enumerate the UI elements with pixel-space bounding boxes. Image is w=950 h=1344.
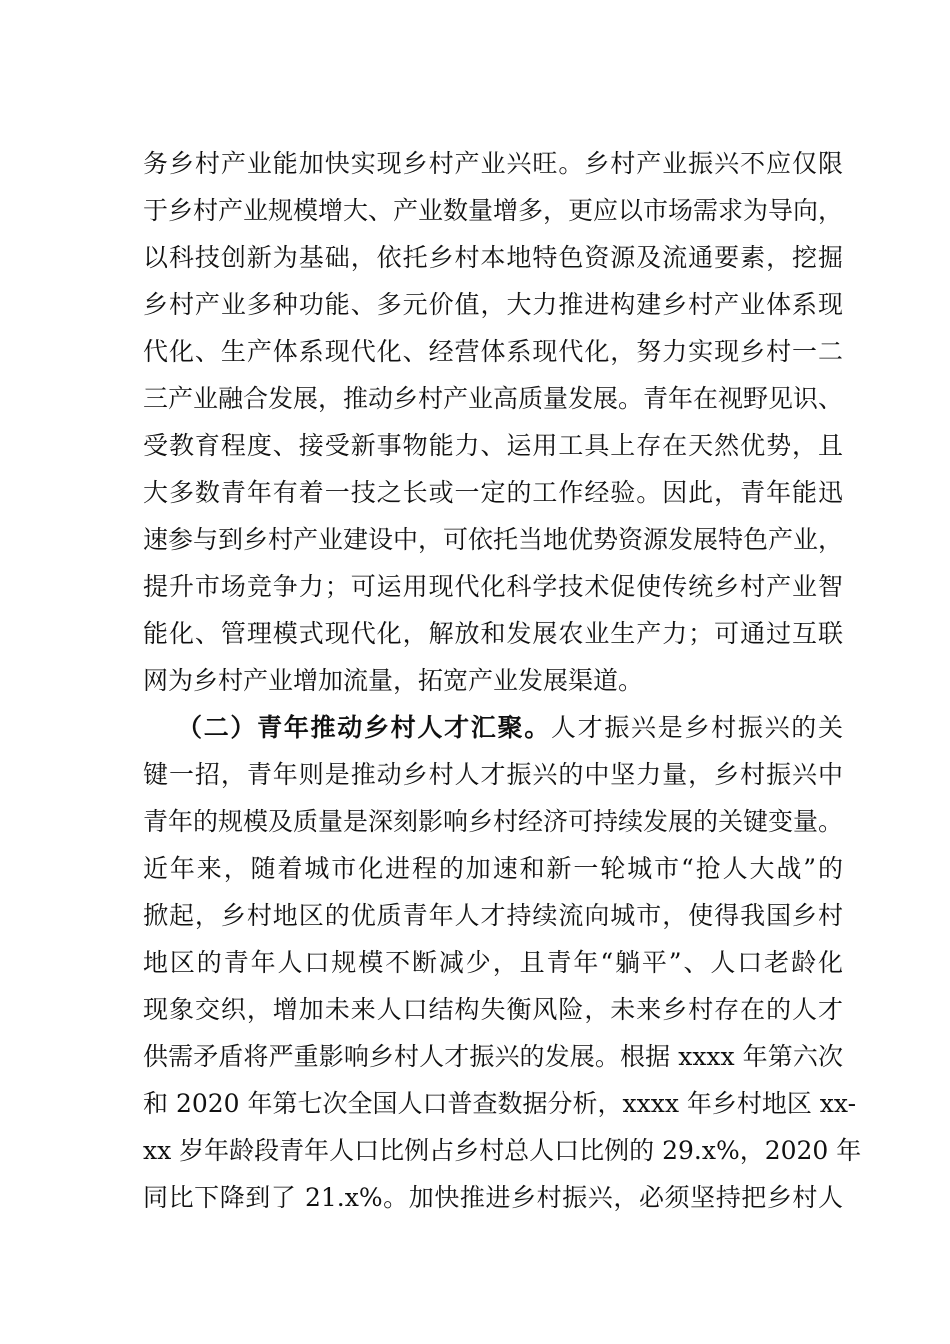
text-line: 同比下降到了 21.x%。加快推进乡村振兴，必须坚持把乡村人 — [143, 1183, 843, 1212]
text-line: 供需矛盾将严重影响乡村人才振兴的发展。根据 xxxx 年第六次 — [143, 1042, 843, 1071]
text-line: 乡村产业多种功能、多元价值，大力推进构建乡村产业体系现 — [143, 290, 843, 319]
text-line: 地区的青年人口规模不断减少，且青年“躺平”、人口老龄化 — [143, 948, 843, 977]
text-line: 能化、管理模式现代化，解放和发展农业生产力；可通过互联 — [143, 619, 843, 648]
text-line: 于乡村产业规模增大、产业数量增多，更应以市场需求为导向， — [143, 196, 844, 225]
text-line: 代化、生产体系现代化、经营体系现代化，努力实现乡村一二 — [143, 337, 843, 366]
text-line: 提升市场竞争力；可运用现代化科学技术促使传统乡村产业智 — [143, 572, 843, 601]
paragraph-industry — [143, 140, 843, 704]
text-line: 网为乡村产业增加流量，拓宽产业发展渠道。 — [143, 666, 644, 695]
text-line-first — [143, 704, 843, 751]
section-heading-continuation: 人才振兴是乡村振兴的关 — [550, 713, 843, 742]
text-line: 大多数青年有着一技之长或一定的工作经验。因此，青年能迅 — [143, 478, 843, 507]
text-line: 三产业融合发展，推动乡村产业高质量发展。青年在视野见识、 — [143, 384, 844, 413]
text-line: 现象交织，增加未来人口结构失衡风险，未来乡村存在的人才 — [143, 995, 843, 1024]
text-line: 键一招，青年则是推动乡村人才振兴的中坚力量，乡村振兴中 — [143, 760, 843, 789]
text-line: 务乡村产业能加快实现乡村产业兴旺。乡村产业振兴不应仅限 — [143, 149, 843, 178]
text-line: 受教育程度、接受新事物能力、运用工具上存在天然优势，且 — [143, 431, 843, 460]
text-line: 近年来，随着城市化进程的加速和新一轮城市“抢人大战”的 — [143, 854, 843, 883]
text-line: 掀起，乡村地区的优质青年人才持续流向城市，使得我国乡村 — [143, 901, 843, 930]
text-line: xx 岁年龄段青年人口比例占乡村总人口比例的 29.x%，2020 年 — [143, 1136, 862, 1165]
text-line: 和 2020 年第七次全国人口普查数据分析，xxxx 年乡村地区 xx- — [143, 1089, 857, 1118]
text-line: 速参与到乡村产业建设中，可依托当地优势资源发展特色产业， — [143, 525, 844, 554]
text-line: 青年的规模及质量是深刻影响乡村经济可持续发展的关键变量。 — [143, 807, 844, 836]
paragraph-talent — [143, 704, 862, 1221]
document-body — [143, 140, 862, 1221]
section-heading: （二）青年推动乡村人才汇聚。 — [177, 713, 551, 742]
text-line: 以科技创新为基础，依托乡村本地特色资源及流通要素，挖掘 — [143, 243, 843, 272]
